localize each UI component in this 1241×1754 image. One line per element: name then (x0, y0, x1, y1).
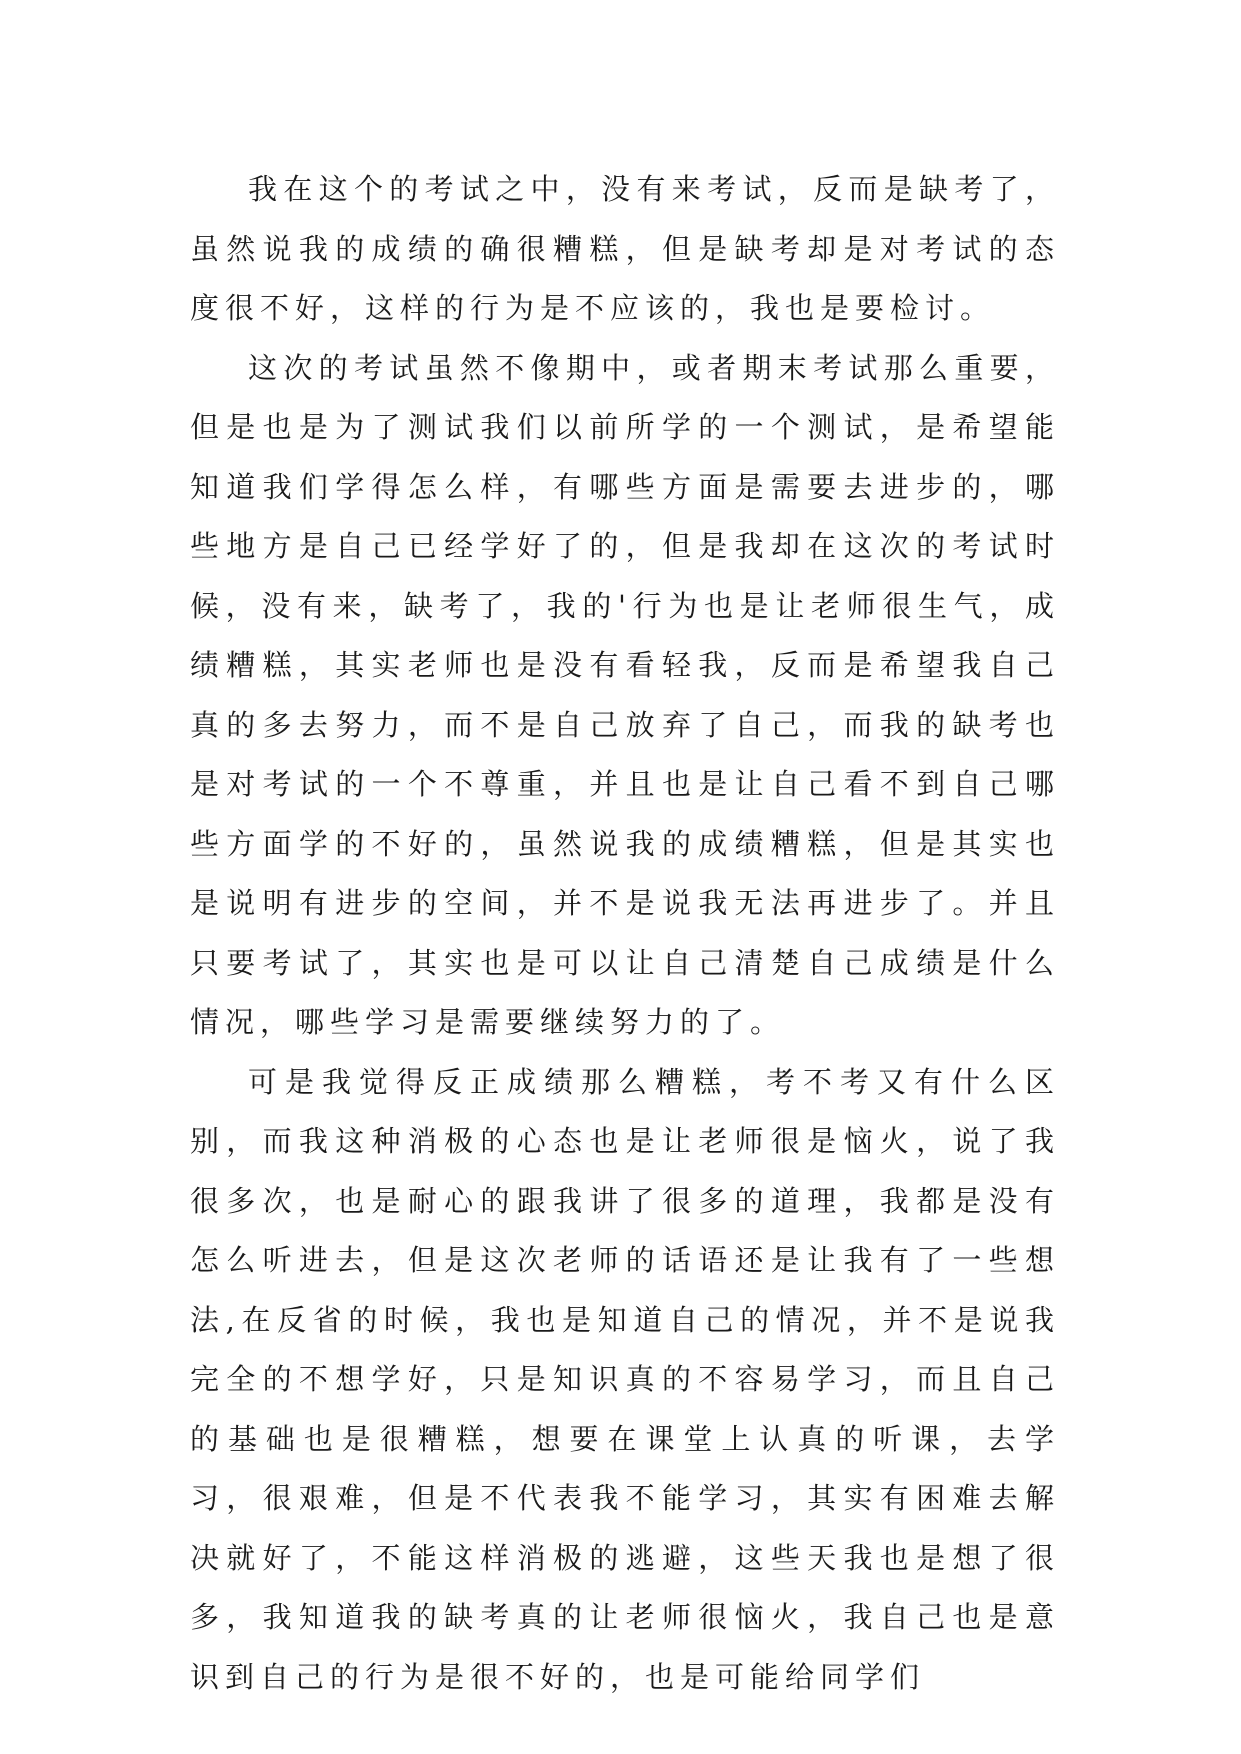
paragraph-3: 可是我觉得反正成绩那么糟糕，考不考又有什么区别，而我这种消极的心态也是让老师很是恼火，说了我很多次，也是耐心的跟我讲了很多的道理，我都是没有怎么听进去，但是这次老师的话语还是让我有了一些想法,在反省的时候，我也是知道自己的情况，并不是说我完全的不想学好，只是知识真的不容易学习，而且自己的基础也是很糟糕，想要在课堂上认真的听课，去学习，很艰难，但是不代表我不能学习，其实有困难去解决就好了，不能这样消极的逃避，这些天我也是想了很多，我知道我的缺考真的让老师很恼火，我自己也是意识到自己的行为是很不好的，也是可能给同学们 (190, 1064, 1060, 1694)
paragraph-1: 我在这个的考试之中，没有来考试，反而是缺考了，虽然说我的成绩的确很糟糕，但是缺考却是对考试的态度很不好，这样的行为是不应该的，我也是要检讨。 (190, 172, 1060, 325)
paragraph-2: 这次的考试虽然不像期中，或者期末考试那么重要，但是也是为了测试我们以前所学的一个测试，是希望能知道我们学得怎么样，有哪些方面是需要去进步的，哪些地方是自己已经学好了的，但是我却在这次的考试时候，没有来，缺考了，我的'行为也是让老师很生气，成绩糟糕，其实老师也是没有看轻我，反而是希望我自己真的多去努力，而不是自己放弃了自己，而我的缺考也是对考试的一个不尊重，并且也是让自己看不到自己哪些方面学的不好的，虽然说我的成绩糟糕，但是其实也是说明有进步的空间，并不是说我无法再进步了。并且只要考试了，其实也是可以让自己清楚自己成绩是什么情况，哪些学习是需要继续努力的了。 (190, 350, 1060, 1039)
document-body (190, 160, 1060, 1707)
